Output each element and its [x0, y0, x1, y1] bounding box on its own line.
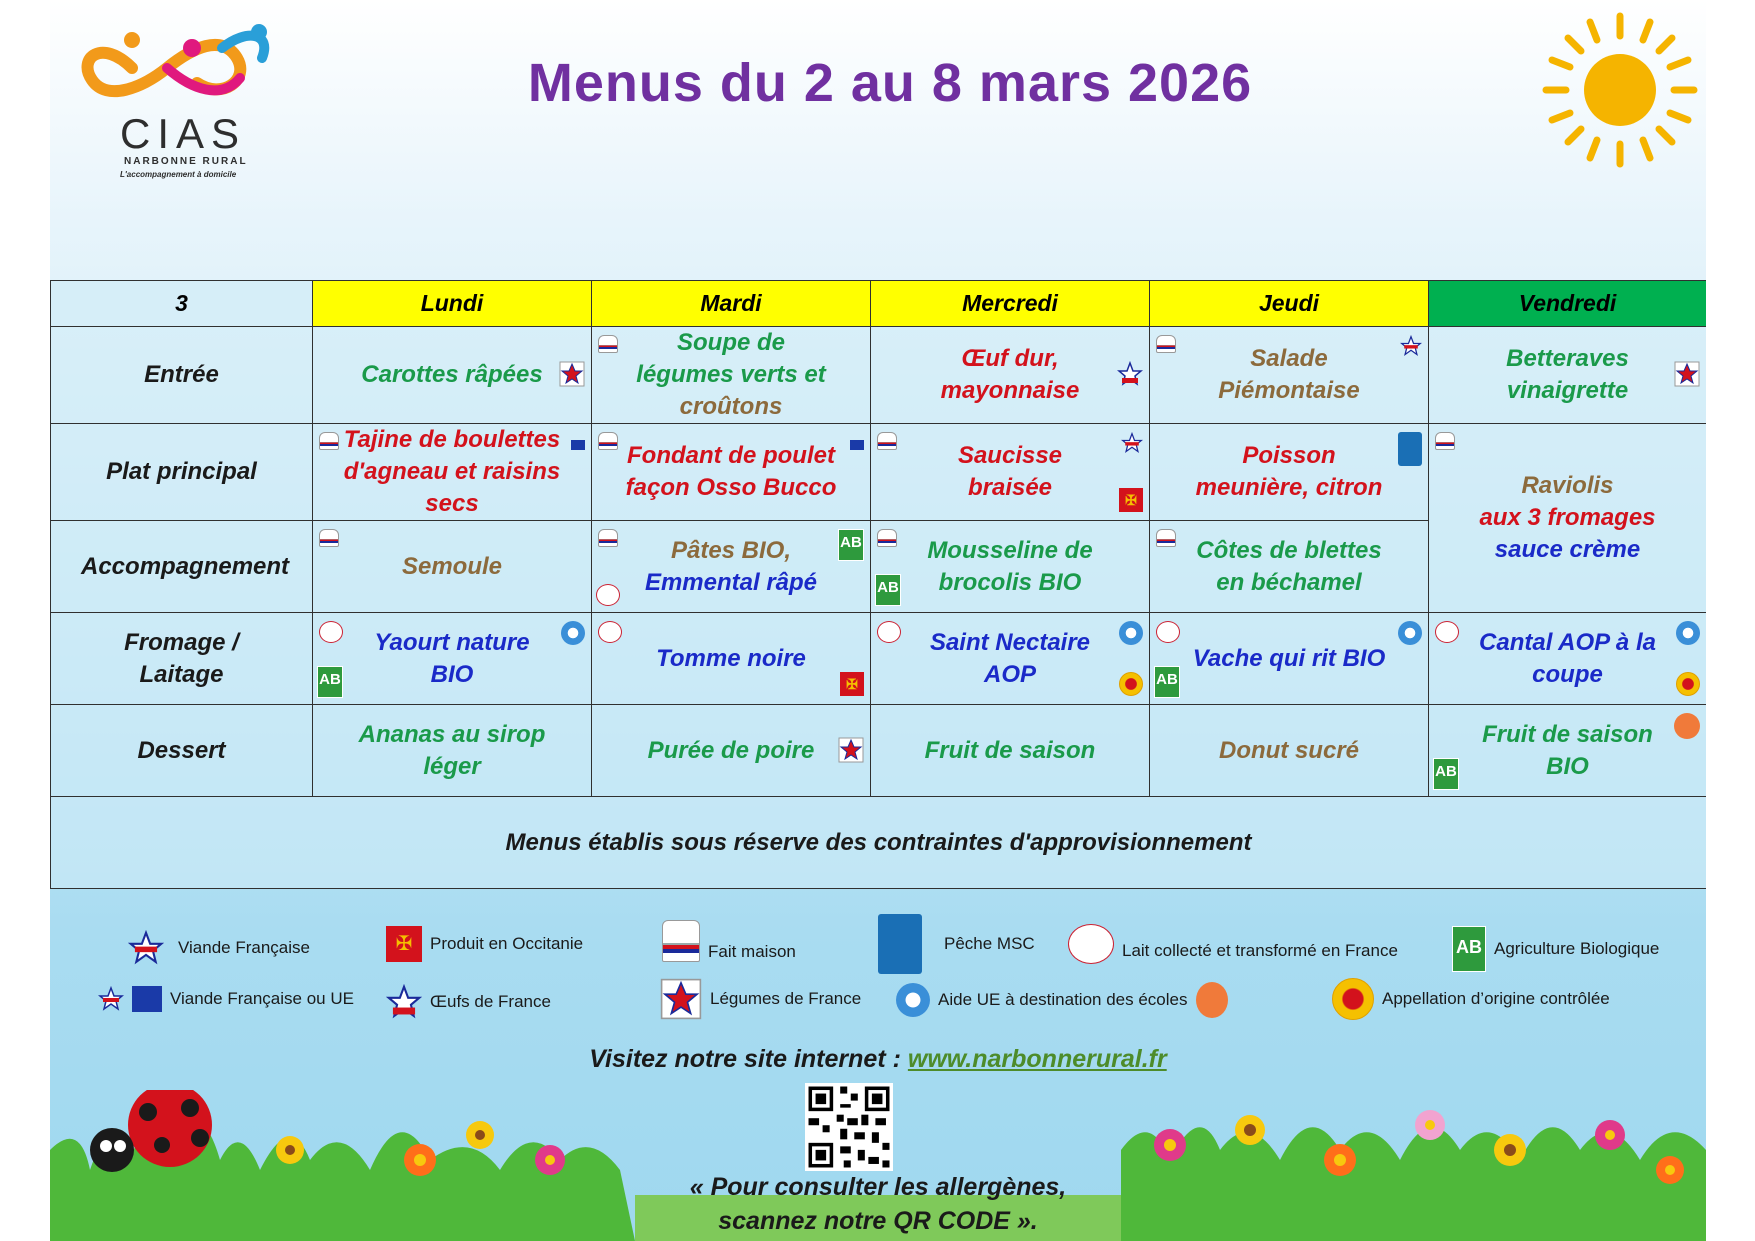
dish-line: aux 3 fromages: [1479, 504, 1656, 531]
legend-msc: [878, 914, 1035, 974]
lait-france-icon: [1068, 924, 1114, 964]
legend-aop: [1332, 978, 1610, 1020]
table-row-entree: [51, 327, 1707, 424]
accompagnement-mardi: [592, 521, 871, 613]
dish-line: croûtons: [679, 393, 783, 420]
occitanie-icon: ✠: [1119, 488, 1143, 512]
fait-maison-icon: [598, 529, 618, 547]
occitanie-icon: ✠: [386, 926, 422, 962]
legend-label: Pêche MSC: [944, 934, 1035, 953]
lait-france-icon: [1435, 621, 1459, 643]
agriculture-bio-icon: AB: [1154, 666, 1180, 698]
logo-infinity-icon: [72, 18, 292, 118]
lait-france-icon: [877, 621, 901, 643]
fait-maison-icon: [598, 432, 618, 450]
table-row-plat: [51, 424, 1707, 521]
dish-line: sauce crème: [1494, 536, 1641, 563]
week-number: 3: [51, 281, 313, 327]
dish-line: brocolis BIO: [938, 568, 1082, 596]
legend-label: Viande Française ou UE: [170, 989, 354, 1008]
plat-jeudi: [1150, 424, 1429, 521]
day-header-mardi: Mardi: [592, 281, 871, 327]
dish-line: Soupe de: [676, 329, 785, 356]
agriculture-bio-icon: AB: [838, 529, 864, 561]
lait-france-icon: [596, 584, 620, 606]
legend-fait-maison: [662, 920, 796, 962]
fait-maison-icon: [1156, 335, 1176, 353]
dish-line: Salade: [1250, 345, 1328, 372]
eu-flag-icon: [132, 986, 162, 1012]
fait-maison-icon: [877, 529, 897, 547]
plat-lundi: [313, 424, 592, 521]
legend-viande-fr-ue: [98, 986, 354, 1012]
lait-france-icon: [319, 621, 343, 643]
entree-lundi: [313, 327, 592, 424]
legend-label: Appellation d’origine contrôlée: [1382, 989, 1610, 1008]
logo-name: CIAS: [120, 110, 247, 157]
menu-table: [50, 280, 1706, 889]
website-line: [50, 1045, 1706, 1074]
grass-left: [50, 1090, 635, 1241]
dish-line: Pâtes BIO,: [670, 536, 792, 564]
day-header-mercredi: Mercredi: [871, 281, 1150, 327]
aop-icon: [1119, 672, 1143, 696]
fromage-mercredi: [871, 613, 1150, 705]
dish-line: vinaigrette: [1506, 377, 1629, 404]
legend-label: Fait maison: [708, 942, 796, 961]
dessert-mercredi: [871, 705, 1150, 797]
sun-icon: [1540, 10, 1700, 170]
legend-oeufs-france: [386, 984, 551, 1020]
fromage-vendredi: [1429, 613, 1707, 705]
aide-ue-icon: [561, 621, 585, 645]
table-row-dessert: [51, 705, 1707, 797]
fait-maison-icon: [319, 529, 339, 547]
dish-line: Mousseline de: [927, 536, 1093, 564]
menu-page: [50, 0, 1706, 1241]
legend-label: Légumes de France: [710, 989, 862, 1008]
fait-maison-icon: [319, 432, 339, 450]
fromage-lundi: [313, 613, 592, 705]
fromage-mardi: [592, 613, 871, 705]
legend-label: Œufs de France: [430, 992, 551, 1011]
legend-lait-france: [1068, 924, 1398, 964]
dish-line: AOP: [983, 660, 1036, 688]
legend-occitanie: [386, 926, 583, 962]
aide-ue-icon: [1676, 621, 1700, 645]
aop-icon: [1332, 978, 1374, 1020]
dish-line: BIO: [430, 660, 474, 688]
logo-tagline: L'accompagnement à domicile: [120, 170, 237, 179]
dish-line: Ananas au sirop: [358, 720, 546, 748]
legumes-france-icon: [838, 737, 864, 763]
page-title: Menus du 2 au 8 mars 2026: [527, 53, 1253, 113]
legend-bio: [1452, 926, 1659, 972]
allergen-note: [635, 1170, 1121, 1238]
fait-maison-icon: [1435, 432, 1455, 450]
day-header-jeudi: Jeudi: [1150, 281, 1429, 327]
allergen-line-1: « Pour consulter les allergènes,: [689, 1173, 1067, 1201]
aide-ue-icon: [1119, 621, 1143, 645]
dish-line: Œuf dur,: [961, 345, 1059, 372]
oeufs-france-icon: [1117, 361, 1143, 387]
allergen-line-2: scannez notre QR CODE ».: [718, 1207, 1038, 1235]
dessert-lundi: [313, 705, 592, 797]
aide-ue-icon: [896, 983, 930, 1017]
aop-icon: [1676, 672, 1700, 696]
legend-label: Agriculture Biologique: [1494, 939, 1660, 958]
dish-line: Fruit de saison: [1482, 720, 1653, 748]
day-header-lundi: Lundi: [313, 281, 592, 327]
row-label-plat: Plat principal: [51, 424, 313, 521]
viande-francaise-icon: [98, 986, 124, 1012]
cias-logo: [72, 18, 292, 183]
msc-icon: [878, 914, 922, 974]
legend-label: Produit en Occitanie: [430, 934, 584, 953]
dish-line: en béchamel: [1216, 568, 1362, 596]
dish-name: Fruit de saison: [924, 736, 1096, 764]
website-link[interactable]: www.narbonnerural.fr: [907, 1045, 1167, 1073]
footnote: Menus établis sous réserve des contraintes d'approvisionnement: [51, 797, 1707, 889]
dish-line: BIO: [1546, 752, 1589, 780]
aide-ue-icon: [1398, 621, 1422, 645]
dish-line: façon Osso Bucco: [625, 474, 837, 501]
row-label-dessert: Dessert: [51, 705, 313, 797]
dish-line: Côtes de blettes: [1196, 536, 1382, 564]
viande-fr-ue-icon: [850, 440, 864, 450]
dessert-mardi: [592, 705, 871, 797]
agriculture-bio-icon: AB: [317, 666, 343, 698]
qr-code[interactable]: [805, 1083, 893, 1171]
fait-maison-icon: [1156, 529, 1176, 547]
agriculture-bio-icon: AB: [1452, 926, 1486, 972]
legend-label: Viande Française: [178, 938, 310, 957]
website-prefix: Visitez notre site internet :: [589, 1045, 908, 1073]
entree-mercredi: [871, 327, 1150, 424]
dish-line: braisée: [967, 474, 1053, 501]
dish-line: meunière, citron: [1195, 474, 1383, 501]
legumes-france-icon: [559, 361, 585, 387]
accompagnement-jeudi: [1150, 521, 1429, 613]
dish-line: mayonnaise: [940, 377, 1080, 404]
dish-line: d'agneau et raisins: [343, 458, 561, 485]
dish-line: Tajine de boulettes: [343, 426, 561, 453]
dish-line: secs: [425, 490, 479, 517]
dish-line: Raviolis: [1521, 472, 1614, 499]
dish-line: Cantal AOP à la: [1479, 628, 1656, 656]
dish-name: Donut sucré: [1218, 736, 1359, 764]
entree-mardi: [592, 327, 871, 424]
dish-name: Carottes râpées: [361, 361, 543, 388]
dish-line: coupe: [1532, 660, 1603, 688]
viande-francaise-icon: [128, 930, 164, 966]
dish-line: léger: [423, 752, 481, 780]
table-header-row: [51, 281, 1707, 327]
plat-accompagnement-vendredi: [1429, 424, 1707, 613]
accompagnement-lundi: [313, 521, 592, 613]
dessert-vendredi: [1429, 705, 1707, 797]
legend-aide-ue: [896, 982, 1228, 1018]
dish-line: Yaourt nature: [374, 628, 530, 656]
day-header-vendredi: Vendredi: [1429, 281, 1707, 327]
legend-viande-francaise: [128, 930, 310, 966]
dish-line: Saucisse: [957, 442, 1063, 469]
table-footnote-row: [51, 797, 1707, 889]
dish-line: Emmental râpé: [644, 568, 818, 596]
fait-maison-icon: [598, 335, 618, 353]
logo-subtitle: NARBONNE RURAL: [124, 156, 248, 167]
viande-francaise-icon: [1121, 432, 1143, 454]
legend-legumes-france: [660, 978, 861, 1020]
dish-line: [622, 359, 840, 391]
fait-maison-icon: [877, 432, 897, 450]
row-label-entree: Entrée: [51, 327, 313, 424]
dessert-jeudi: [1150, 705, 1429, 797]
oeufs-france-icon: [386, 984, 422, 1020]
viande-francaise-icon: [1400, 335, 1422, 357]
dish-line-text: légumes verts et: [636, 361, 826, 388]
dish-name: Tomme noire: [656, 644, 806, 672]
lait-france-icon: [598, 621, 622, 643]
grass-right: [1121, 1110, 1706, 1241]
fromage-jeudi: [1150, 613, 1429, 705]
fait-maison-icon: [662, 920, 700, 962]
legend-label: Lait collecté et transformé en France: [1122, 941, 1398, 960]
dish-name: Purée de poire: [647, 736, 815, 764]
table-row-fromage: [51, 613, 1707, 705]
msc-icon: [1398, 432, 1422, 466]
plat-mardi: [592, 424, 871, 521]
dish-line: Fondant de poulet: [627, 442, 835, 469]
agriculture-bio-icon: AB: [875, 574, 901, 606]
row-label-accompagnement: Accompagnement: [51, 521, 313, 613]
dish-line: Poisson: [1242, 442, 1336, 469]
dish-name: Semoule: [401, 552, 503, 580]
plat-mercredi: [871, 424, 1150, 521]
dish-line: Saint Nectaire: [929, 628, 1091, 656]
legend: [50, 900, 1706, 1030]
fruits-ecole-icon: [1674, 713, 1700, 739]
dish-line: Betteraves: [1506, 345, 1629, 372]
agriculture-bio-icon: AB: [1433, 758, 1459, 790]
legend-label: Aide UE à destination des écoles: [938, 990, 1188, 1009]
viande-fr-ue-icon: [571, 440, 585, 450]
entree-vendredi: [1429, 327, 1707, 424]
entree-jeudi: [1150, 327, 1429, 424]
row-label-fromage: Fromage / Laitage: [51, 613, 313, 705]
occitanie-icon: ✠: [840, 672, 864, 696]
dish-name: Vache qui rit BIO: [1192, 644, 1386, 672]
fruits-ecole-icon: [1196, 982, 1228, 1018]
dish-line: Piémontaise: [1218, 377, 1360, 404]
legumes-france-icon: [660, 978, 702, 1020]
lait-france-icon: [1156, 621, 1180, 643]
legumes-france-icon: [1674, 361, 1700, 387]
accompagnement-mercredi: [871, 521, 1150, 613]
